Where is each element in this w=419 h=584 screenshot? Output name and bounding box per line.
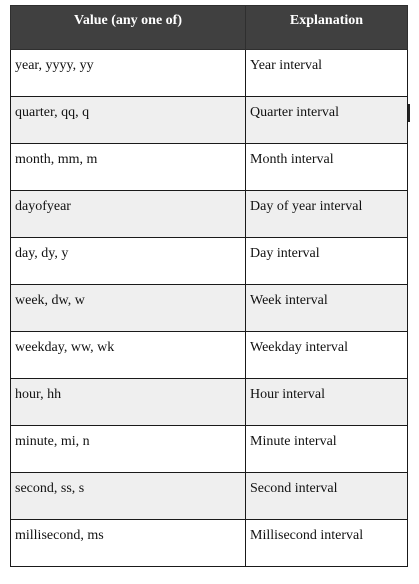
cell-value: dayofyear: [11, 191, 246, 238]
cell-value: second, ss, s: [11, 473, 246, 520]
cell-value: month, mm, m: [11, 144, 246, 191]
cell-explanation: Day of year interval: [246, 191, 408, 238]
table-row: [11, 191, 408, 238]
table-row: [11, 50, 408, 97]
cell-value: day, dy, y: [11, 238, 246, 285]
cell-value: hour, hh: [11, 379, 246, 426]
table-row: [11, 238, 408, 285]
cell-explanation: Year interval: [246, 50, 408, 97]
cell-explanation: Week interval: [246, 285, 408, 332]
cell-explanation: Minute interval: [246, 426, 408, 473]
cell-value: year, yyyy, yy: [11, 50, 246, 97]
interval-table: [10, 5, 408, 567]
table-row: [11, 520, 408, 567]
table-row: [11, 379, 408, 426]
cell-explanation: Millisecond interval: [246, 520, 408, 567]
table-header-row: [11, 6, 408, 50]
cell-explanation: Quarter interval: [246, 97, 408, 144]
table-row: [11, 473, 408, 520]
cell-explanation: Month interval: [246, 144, 408, 191]
header-explanation: Explanation: [246, 6, 408, 50]
table-row: [11, 97, 408, 144]
cell-value: minute, mi, n: [11, 426, 246, 473]
cell-value: quarter, qq, q: [11, 97, 246, 144]
cell-explanation: Day interval: [246, 238, 408, 285]
cell-explanation: Weekday interval: [246, 332, 408, 379]
table-row: [11, 332, 408, 379]
table-row: [11, 426, 408, 473]
cell-explanation: Second interval: [246, 473, 408, 520]
header-value: Value (any one of): [11, 6, 246, 50]
cell-value: week, dw, w: [11, 285, 246, 332]
text-cursor-mark: [408, 104, 410, 122]
table-row: [11, 144, 408, 191]
table-row: [11, 285, 408, 332]
cell-value: weekday, ww, wk: [11, 332, 246, 379]
cell-value: millisecond, ms: [11, 520, 246, 567]
cell-explanation: Hour interval: [246, 379, 408, 426]
